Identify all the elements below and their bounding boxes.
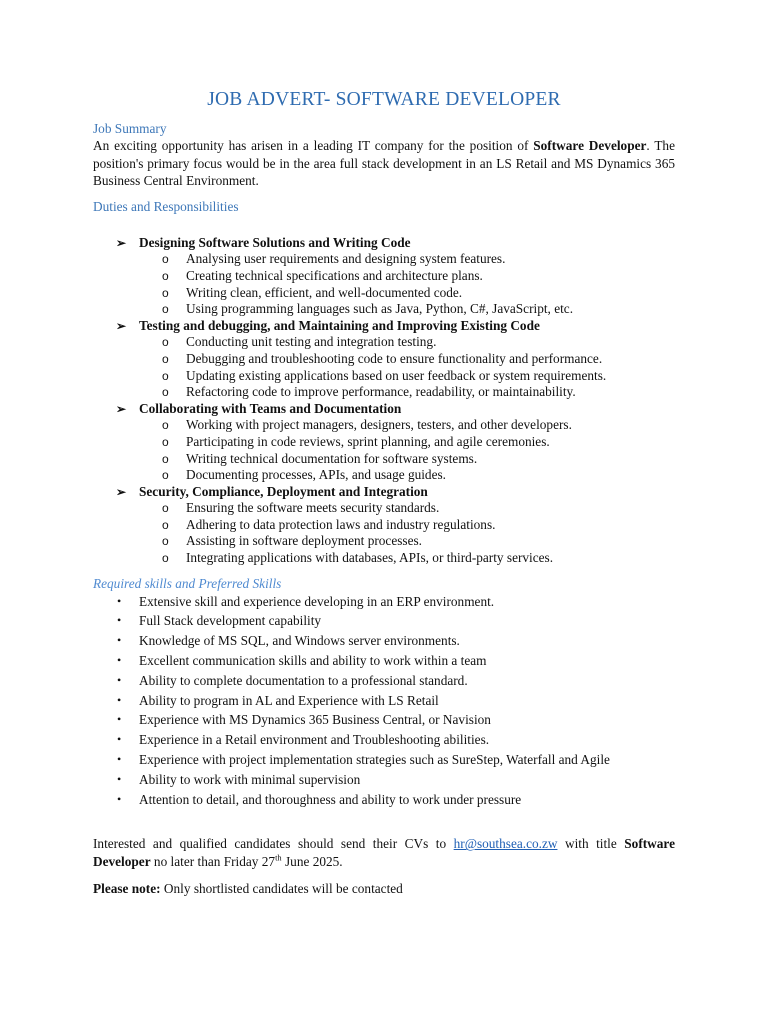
skill-item-text: Ability to complete documentation to a professional standard.	[139, 672, 468, 688]
application-title-bold: Software Developer	[93, 836, 675, 870]
duty-sub-item-text: Ensuring the software meets security standards.	[186, 500, 440, 516]
duty-sub-item	[93, 251, 675, 268]
summary-position-bold: Software Developer	[533, 138, 647, 153]
dot-bullet-icon: •	[117, 791, 122, 806]
dot-bullet-icon: •	[117, 613, 122, 628]
duty-sub-item	[93, 550, 675, 567]
duty-sub-item	[93, 368, 675, 385]
duty-group	[93, 484, 675, 567]
duty-group	[93, 318, 675, 401]
duty-group-title	[93, 401, 675, 418]
skill-item	[93, 691, 675, 711]
circle-bullet-icon: o	[162, 451, 169, 466]
dot-bullet-icon: •	[117, 732, 122, 747]
duty-sub-item	[93, 500, 675, 517]
note-paragraph	[93, 880, 675, 898]
duty-group-label: Collaborating with Teams and Documentation	[139, 400, 402, 416]
duty-sub-item-text: Working with project managers, designers, testers, and other developers.	[186, 417, 572, 433]
skill-item	[93, 710, 675, 730]
duty-sub-item-text: Documenting processes, APIs, and usage guides.	[186, 467, 446, 483]
skill-item-text: Full Stack development capability	[139, 613, 322, 629]
duty-sub-item-text: Refactoring code to improve performance, readability, or maintainability.	[186, 384, 576, 400]
circle-bullet-icon: o	[162, 335, 169, 350]
circle-bullet-icon: o	[162, 285, 169, 300]
duty-sub-item	[93, 434, 675, 451]
dot-bullet-icon: •	[117, 752, 122, 767]
duty-sub-item	[93, 467, 675, 484]
skill-item	[93, 770, 675, 790]
skill-item	[93, 651, 675, 671]
skill-item	[93, 611, 675, 631]
dot-bullet-icon: •	[117, 692, 122, 707]
duty-group	[93, 235, 675, 318]
summary-text-post: . The position's primary focus would be in the area full stack development in an LS Retail and MS Dynamics 365 Business Central Environment.	[93, 138, 675, 189]
duty-group-label: Security, Compliance, Deployment and Integration	[139, 483, 428, 499]
job-summary-heading: Job Summary	[93, 121, 167, 136]
duty-group-title	[93, 318, 675, 335]
skill-item	[93, 592, 675, 612]
job-summary-paragraph	[93, 137, 675, 190]
application-text-end: June 2025.	[281, 854, 343, 870]
page-title: JOB ADVERT- SOFTWARE DEVELOPER	[207, 89, 561, 110]
duty-sub-item-text: Updating existing applications based on user feedback or system requirements.	[186, 367, 607, 383]
duty-sub-item-text: Participating in code reviews, sprint planning, and agile ceremonies.	[186, 433, 550, 449]
duties-list	[93, 235, 675, 567]
circle-bullet-icon: o	[162, 517, 169, 532]
skill-item-text: Experience with MS Dynamics 365 Business Central, or Navision	[139, 712, 491, 728]
arrow-bullet-icon: ➢	[116, 235, 127, 250]
circle-bullet-icon: o	[162, 385, 169, 400]
duty-sub-item-text: Using programming languages such as Java, Python, C#, JavaScript, etc.	[186, 301, 574, 317]
duty-sub-list	[93, 417, 675, 483]
skill-item-text: Ability to program in AL and Experience with LS Retail	[139, 692, 439, 708]
summary-text-pre: An exciting opportunity has arisen in a leading IT company for the position of	[93, 138, 534, 153]
duty-sub-item-text: Analysing user requirements and designing system features.	[186, 251, 506, 267]
skill-item-text: Extensive skill and experience developing in an ERP environment.	[139, 593, 495, 609]
skill-item-text: Experience with project implementation strategies such as SureStep, Waterfall and Agile	[139, 752, 610, 768]
skill-item	[93, 671, 675, 691]
duty-sub-item-text: Adhering to data protection laws and industry regulations.	[186, 516, 496, 532]
duty-sub-item	[93, 268, 675, 285]
duty-group-label: Testing and debugging, and Maintaining and Improving Existing Code	[139, 317, 540, 333]
duty-group-title	[93, 235, 675, 252]
duties-heading: Duties and Responsibilities	[93, 198, 239, 214]
skill-item	[93, 631, 675, 651]
duty-sub-item	[93, 533, 675, 550]
skill-item-text: Attention to detail, and thoroughness and ability to work under pressure	[139, 791, 522, 807]
duty-sub-item	[93, 451, 675, 468]
duty-sub-item	[93, 351, 675, 368]
arrow-bullet-icon: ➢	[116, 484, 127, 499]
circle-bullet-icon: o	[162, 551, 169, 566]
application-text-pre: Interested and qualified candidates should send their CVs to	[93, 836, 454, 852]
circle-bullet-icon: o	[162, 351, 169, 366]
duty-sub-item-text: Creating technical specifications and architecture plans.	[186, 267, 483, 283]
duty-sub-item-text: Writing clean, efficient, and well-documented code.	[186, 284, 463, 300]
duty-sub-list	[93, 251, 675, 317]
note-text: Only shortlisted candidates will be contacted	[160, 880, 403, 896]
circle-bullet-icon: o	[162, 418, 169, 433]
application-paragraph	[93, 835, 675, 870]
skill-item-text: Excellent communication skills and ability to work within a team	[139, 653, 487, 669]
application-text-mid: with title	[557, 836, 625, 852]
skills-list	[93, 592, 675, 810]
circle-bullet-icon: o	[162, 368, 169, 383]
circle-bullet-icon: o	[162, 302, 169, 317]
circle-bullet-icon: o	[162, 252, 169, 267]
duty-sub-list	[93, 500, 675, 566]
circle-bullet-icon: o	[162, 534, 169, 549]
skill-item	[93, 790, 675, 810]
duty-group-label: Designing Software Solutions and Writing Code	[139, 234, 411, 250]
duty-group	[93, 401, 675, 484]
duty-group-title	[93, 484, 675, 501]
arrow-bullet-icon: ➢	[116, 401, 127, 416]
duty-sub-item	[93, 384, 675, 401]
skill-item	[93, 730, 675, 750]
skill-item-text: Knowledge of MS SQL, and Windows server environments.	[139, 633, 460, 649]
duty-sub-item	[93, 417, 675, 434]
dot-bullet-icon: •	[117, 593, 122, 608]
dot-bullet-icon: •	[117, 712, 122, 727]
duty-sub-item	[93, 285, 675, 302]
email-link[interactable]: hr@southsea.co.zw	[453, 836, 558, 852]
skill-item-text: Experience in a Retail environment and Troubleshooting abilities.	[139, 732, 490, 748]
duty-sub-item	[93, 517, 675, 534]
duty-sub-item-text: Integrating applications with databases, APIs, or third-party services.	[186, 550, 554, 566]
skills-heading: Required skills and Preferred Skills	[93, 575, 282, 591]
circle-bullet-icon: o	[162, 501, 169, 516]
dot-bullet-icon: •	[117, 771, 122, 786]
skill-item-text: Ability to work with minimal supervision	[139, 771, 361, 787]
arrow-bullet-icon: ➢	[116, 318, 127, 333]
dot-bullet-icon: •	[117, 672, 122, 687]
duty-sub-list	[93, 334, 675, 400]
duty-sub-item-text: Debugging and troubleshooting code to ensure functionality and performance.	[186, 350, 603, 366]
duty-sub-item-text: Writing technical documentation for software systems.	[186, 450, 478, 466]
circle-bullet-icon: o	[162, 434, 169, 449]
skill-item	[93, 750, 675, 770]
circle-bullet-icon: o	[162, 468, 169, 483]
duty-sub-item-text: Conducting unit testing and integration testing.	[186, 334, 437, 350]
date-superscript: th	[275, 852, 282, 863]
dot-bullet-icon: •	[117, 633, 122, 648]
duty-sub-item	[93, 301, 675, 318]
application-deadline: no later than Friday 27	[150, 854, 276, 870]
duty-sub-item-text: Assisting in software deployment processes.	[186, 533, 422, 549]
dot-bullet-icon: •	[117, 653, 122, 668]
circle-bullet-icon: o	[162, 268, 169, 283]
duty-sub-item	[93, 334, 675, 351]
note-label: Please note:	[93, 880, 161, 896]
